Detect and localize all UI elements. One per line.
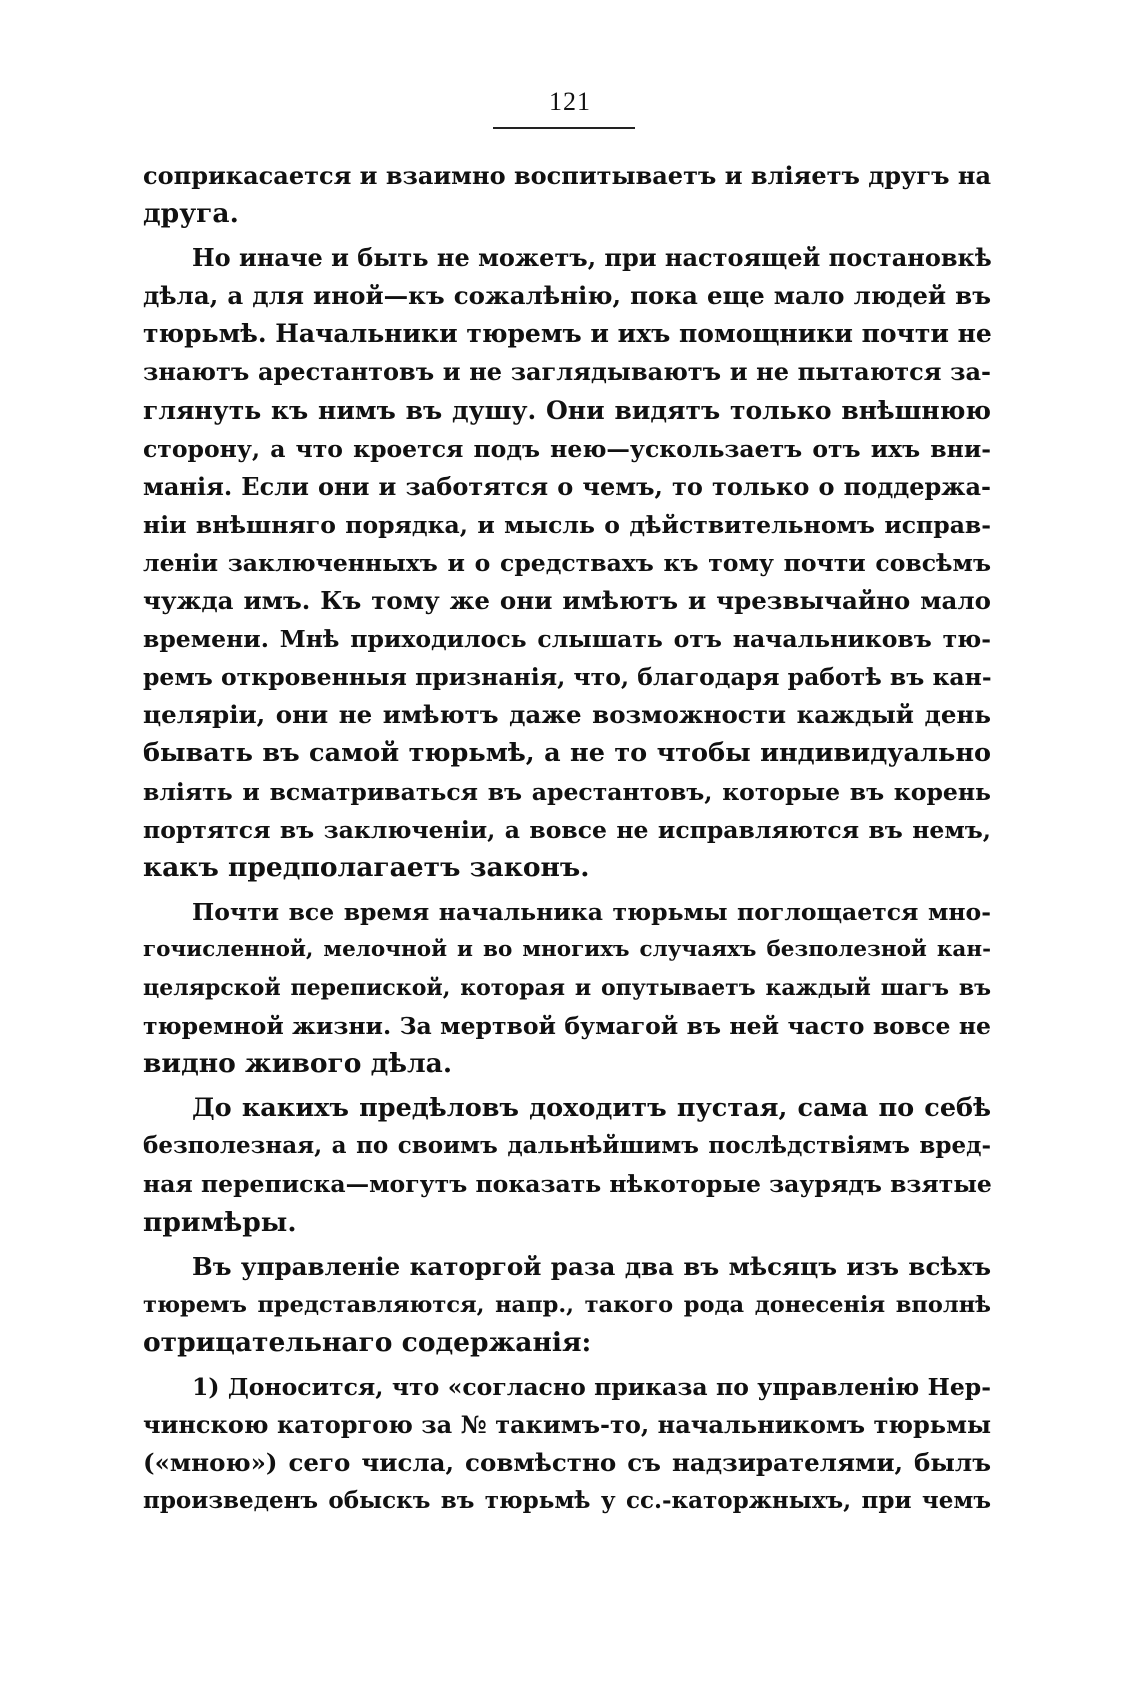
text-line: примѣры. xyxy=(143,1206,297,1238)
text-line: гочисленной, мелочной и во многихъ случаяхъ безполезной кан- xyxy=(143,936,991,962)
text-line: Въ управленіе каторгой раза два въ мѣсяцъ изъ всѣхъ xyxy=(192,1251,991,1281)
text-line: времени. Мнѣ приходилось слышать отъ начальниковъ тю- xyxy=(143,625,991,654)
text-line: портятся въ заключеніи, а вовсе не исправляются въ немъ, xyxy=(143,815,991,844)
text-line: бывать въ самой тюрьмѣ, а не то чтобы индивидуально xyxy=(143,738,991,769)
paragraph-4 xyxy=(143,1089,991,1241)
text-line: произведенъ обыскъ въ тюрьмѣ у сс.-каторжныхъ, при чемъ xyxy=(143,1487,991,1515)
paragraph-6 xyxy=(143,1368,991,1520)
text-line: знаютъ арестантовъ и не заглядываютъ и не пытаются за- xyxy=(143,357,991,387)
body-text xyxy=(143,157,991,1520)
text-line: ніи внѣшняго порядка, и мысль о дѣйствительномъ исправ- xyxy=(143,510,991,539)
text-line: манія. Если они и заботятся о чемъ, то только о поддержа- xyxy=(143,471,991,501)
text-line: какъ предполагаетъ законъ. xyxy=(143,851,590,883)
header-rule xyxy=(493,127,635,129)
text-line: Но иначе и быть не можетъ, при настоящей постановкѣ xyxy=(192,243,992,273)
text-line: чужда имъ. Къ тому же они имѣютъ и чрезвычайно мало xyxy=(143,586,991,616)
text-line: целярской перепиской, которая и опутываетъ каждый шагъ въ xyxy=(143,974,991,1001)
paragraph-1 xyxy=(143,157,991,233)
text-line: («мною») сего числа, совмѣстно съ надзирателями, былъ xyxy=(143,1448,991,1478)
text-line: дѣла, а для иной—къ сожалѣнію, пока еще мало людей въ xyxy=(143,281,991,311)
text-line: тюремной жизни. За мертвой бумагой въ ней часто вовсе не xyxy=(143,1012,991,1041)
text-line: сторону, а что кроется подъ нею—ускользаетъ отъ ихъ вни- xyxy=(143,434,991,463)
text-line: видно живого дѣла. xyxy=(143,1048,453,1080)
text-line: 1) Доносится, что «согласно приказа по управленію Нер- xyxy=(192,1372,991,1401)
text-line: целяріи, они не имѣютъ даже возможности каждый день xyxy=(143,700,991,730)
text-line: вліять и всматриваться въ арестантовъ, которые въ корень xyxy=(143,777,991,806)
text-line: леніи заключенныхъ и о средствахъ къ тому почти совсѣмъ xyxy=(143,548,991,577)
text-line: безполезная, а по своимъ дальнѣйшимъ послѣдствіямъ вред- xyxy=(143,1132,991,1160)
page-number: 121 xyxy=(549,87,591,116)
text-line: друга. xyxy=(143,198,239,230)
text-line: чинскою каторгою за № такимъ-то, начальникомъ тюрьмы xyxy=(143,1410,991,1439)
text-line: соприкасается и взаимно воспитываетъ и вліяетъ другъ на xyxy=(143,161,991,190)
text-line: Почти все время начальника тюрьмы поглощается мно- xyxy=(192,897,991,926)
text-line: тюремъ представляются, напр., такого рода донесенія вполнѣ xyxy=(143,1291,991,1318)
text-line: До какихъ предѣловъ доходитъ пустая, сама по себѣ xyxy=(192,1093,991,1124)
paragraph-2 xyxy=(143,239,991,887)
text-line: ная переписка—могутъ показать нѣкоторые заурядъ взятые xyxy=(143,1170,992,1199)
text-line: ремъ откровенныя признанія, что, благодаря работѣ въ кан- xyxy=(143,663,992,692)
text-line: отрицательнаго содержанія: xyxy=(143,1326,592,1358)
text-line: тюрьмѣ. Начальники тюремъ и ихъ помощники почти не xyxy=(143,319,992,349)
paragraph-3 xyxy=(143,893,991,1083)
text-line: глянуть къ нимъ въ душу. Они видятъ только внѣшнюю xyxy=(143,395,991,425)
paragraph-5 xyxy=(143,1248,991,1362)
